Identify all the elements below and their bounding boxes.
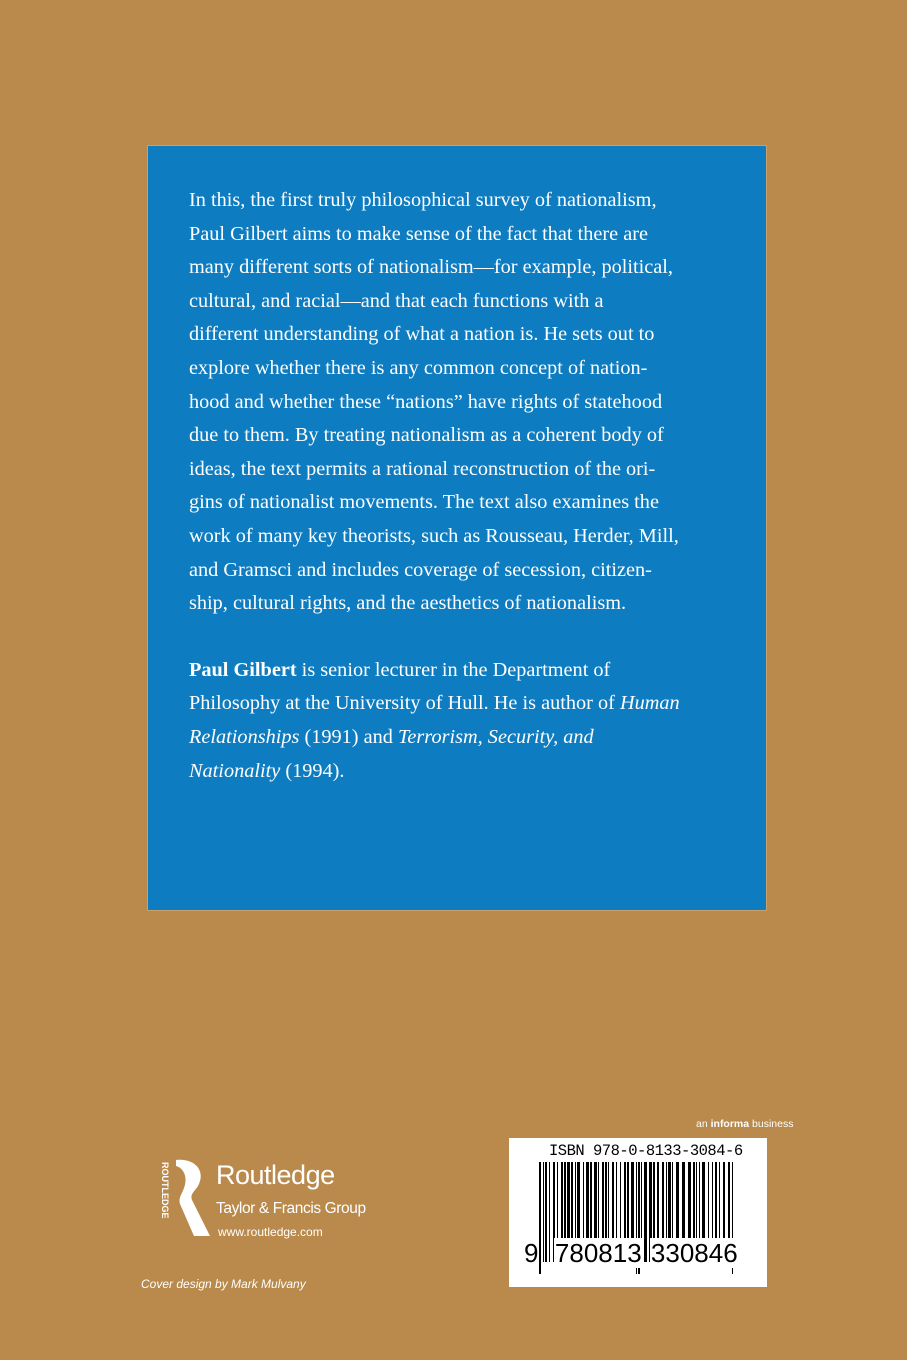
informa-brand: informa xyxy=(710,1118,750,1130)
description-line: cultural, and racial—and that each functions with a xyxy=(189,289,604,312)
publisher-group: Taylor & Francis Group xyxy=(216,1200,366,1217)
bio-text: (1994). xyxy=(280,759,345,782)
description-line: work of many key theorists, such as Rousseau, Herder, Mill, xyxy=(189,524,679,547)
barcode-digits xyxy=(523,1238,739,1269)
description-line: many different sorts of nationalism—for example, political, xyxy=(189,256,673,279)
description-line: gins of nationalist movements. The text also examines the xyxy=(189,491,659,514)
cover-design-credit: Cover design by Mark Mulvany xyxy=(141,1277,306,1291)
routledge-r-icon xyxy=(156,1158,212,1238)
routledge-logo xyxy=(156,1158,396,1238)
description-line: explore whether there is any common concept of nation- xyxy=(189,356,648,379)
book-title: Relationships xyxy=(189,725,300,748)
isbn-text: ISBN 978-0-8133-3084-6 xyxy=(549,1142,743,1160)
description-line: hood and whether these “nations” have rights of statehood xyxy=(189,390,663,413)
vertical-wordmark: ROUTLEDGE xyxy=(160,1162,170,1219)
description-line: ideas, the text permits a rational reconstruction of the ori- xyxy=(189,457,656,480)
description-line: In this, the first truly philosophical survey of nationalism, xyxy=(189,189,657,211)
bio-text: (1991) and xyxy=(299,725,398,748)
bio-text: is senior lecturer in the Department of xyxy=(296,658,611,681)
description-line: ship, cultural rights, and the aesthetics of nationalism. xyxy=(189,592,627,615)
barcode-digit: 9 xyxy=(524,1238,539,1268)
bio-text: Philosophy at the University of Hull. He is author of xyxy=(189,692,620,715)
informa-tagline xyxy=(696,1118,793,1130)
description-text xyxy=(189,184,749,788)
publisher-url: www.routledge.com xyxy=(218,1225,323,1239)
isbn-barcode xyxy=(509,1138,767,1287)
barcode-digit-group: 780813 xyxy=(554,1238,642,1268)
author-name: Paul Gilbert xyxy=(189,658,297,681)
book-title: Human xyxy=(619,692,680,715)
book-title: Nationality xyxy=(189,759,281,782)
description-line: and Gramsci and includes coverage of secession, citizen- xyxy=(189,558,652,581)
description-paragraph xyxy=(189,184,749,621)
publisher-name: Routledge xyxy=(216,1160,335,1190)
informa-pre: an xyxy=(696,1118,711,1130)
book-title: Terrorism, Security, and xyxy=(398,725,594,748)
description-line: different understanding of what a nation is. He sets out to xyxy=(189,323,655,346)
description-line: due to them. By treating nationalism as a coherent body of xyxy=(189,424,664,447)
description-panel xyxy=(148,146,766,910)
description-line: Paul Gilbert aims to make sense of the fact that there are xyxy=(189,222,648,245)
informa-post: business xyxy=(749,1118,794,1130)
author-bio xyxy=(189,654,749,788)
barcode-digit-group: 330846 xyxy=(650,1238,738,1268)
